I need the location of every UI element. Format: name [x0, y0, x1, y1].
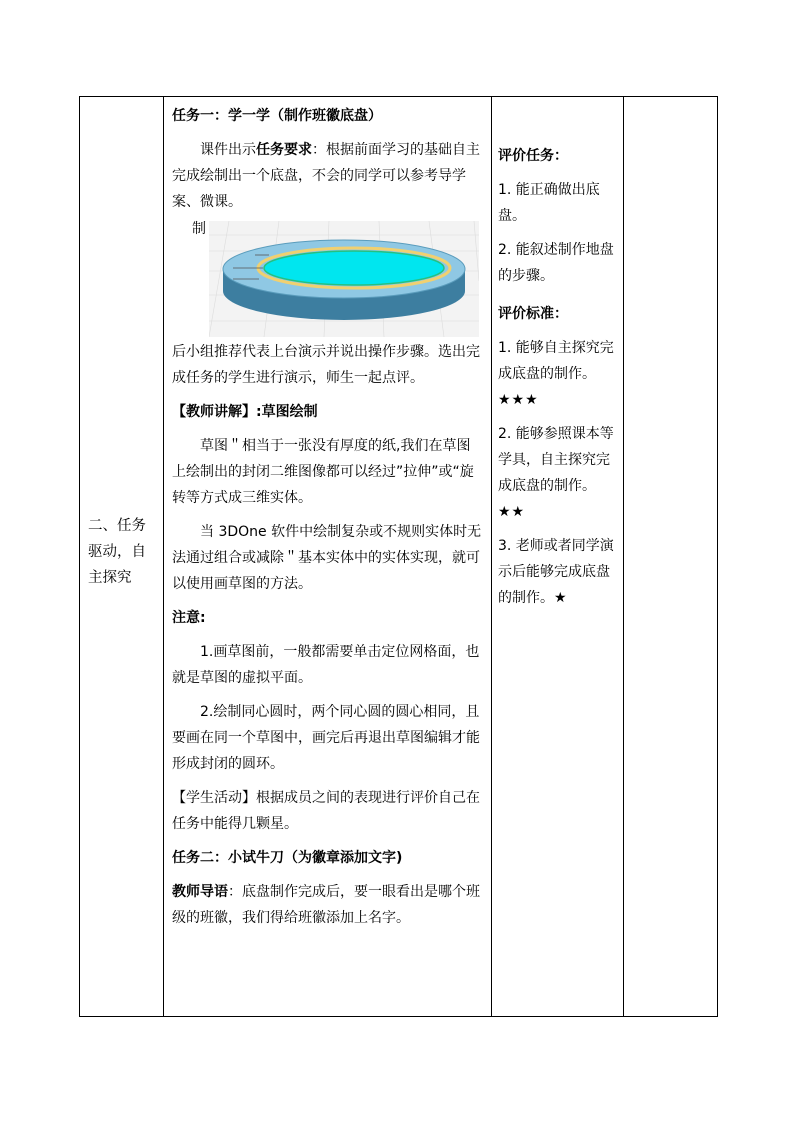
activity-cell [164, 97, 492, 1017]
figure-label: 制 [192, 221, 206, 237]
eval-standard-2: 2. 能够参照课本等学具，自主探究完成底盘的制作。★★ [498, 426, 614, 520]
task1-requirement: 课件出示任务要求：根据前面学习的基础自主完成绘制出一个底盘，不会的同学可以参考导学案、微课。 [172, 142, 480, 210]
notes-cell [624, 97, 718, 1017]
evaluation-cell [492, 97, 624, 1017]
stars-1: ★ [554, 590, 568, 606]
eval-standard-heading: 评价标准： [498, 306, 568, 322]
disc-figure [172, 219, 483, 339]
eval-task-1: 1. 能正确做出底盘。 [498, 182, 600, 224]
disc-3d-image [209, 221, 479, 337]
stage-cell [80, 97, 164, 1017]
teacher-guide: 教师导语：底盘制作完成后，要一眼看出是哪个班级的班徽，我们得给班徽添加上名字。 [172, 884, 480, 926]
notes-heading: 注意: [172, 610, 206, 626]
teacher-explain-heading: 【教师讲解】:草图绘制 [172, 404, 318, 420]
eval-standard-3: 3. 老师或者同学演示后能够完成底盘的制作。★ [498, 538, 614, 606]
note-2: 2.绘制同心圆时，两个同心圆的圆心相同，且要画在同一个草图中，画完后再退出草图编辑才能形成封闭的圆环。 [172, 704, 480, 772]
eval-task-2: 2. 能叙述制作地盘的步骤。 [498, 242, 614, 284]
teacher-paragraph-1: 草图＂相当于一张没有厚度的纸,我们在草图上绘制出的封闭二维图像都可以经过”拉伸”或“旋转等方式成三维实体。 [172, 438, 474, 506]
teacher-paragraph-2: 当 3DOne 软件中绘制复杂或不规则实体时无法通过组合或减除＂基本实体中的实体实现，就可以使用画草图的方法。 [172, 524, 482, 592]
task1-after-figure: 后小组推荐代表上台演示并说出操作步骤。选出完成任务的学生进行演示，师生一起点评。 [172, 344, 480, 386]
student-activity: 【学生活动】根据成员之间的表现进行评价自己在任务中能得几颗星。 [172, 790, 480, 832]
task1-title: 任务一：学一学（制作班徽底盘） [172, 108, 382, 124]
lesson-plan-table [79, 96, 718, 1017]
stars-2: ★★ [498, 504, 526, 520]
eval-standard-1: 1. 能够自主探究完成底盘的制作。 ★★★ [498, 340, 614, 408]
note-1: 1.画草图前，一般都需要单击定位网格面，也就是草图的虚拟平面。 [172, 644, 480, 686]
stars-3: ★★★ [498, 392, 539, 408]
eval-task-heading: 评价任务： [498, 148, 568, 164]
stage-label: 二、任务驱动，自主探究 [88, 518, 146, 586]
task2-title: 任务二：小试牛刀（为徽章添加文字) [172, 850, 403, 866]
